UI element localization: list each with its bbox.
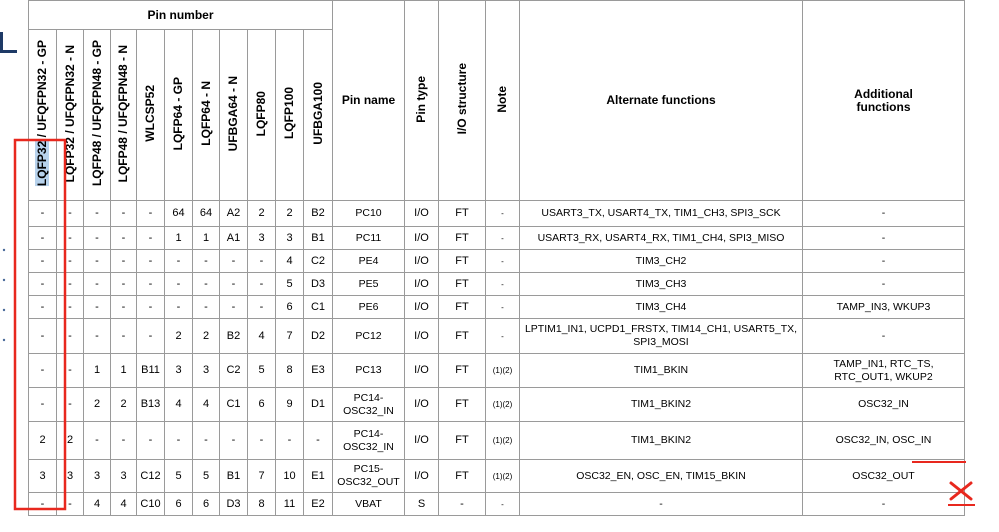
alternate-functions-cell: TIM3_CH3 (520, 273, 803, 296)
pin-number-cell: - (248, 273, 276, 296)
pin-number-cell: - (193, 250, 220, 273)
pin-type-cell: I/O (405, 460, 439, 493)
additional-functions-header: Additional functions (803, 1, 965, 201)
pin-name-cell: PC14-OSC32_IN (333, 422, 405, 460)
pin-number-cell: - (248, 422, 276, 460)
pin-number-cell: 1 (193, 227, 220, 250)
pin-type-cell: I/O (405, 422, 439, 460)
alternate-functions-cell: USART3_TX, USART4_TX, TIM1_CH3, SPI3_SCK (520, 201, 803, 227)
io-structure-cell: FT (439, 250, 486, 273)
io-structure-cell: FT (439, 296, 486, 319)
package-label-ufbga64-n: UFBGA64 - N (226, 75, 240, 152)
alternate-functions-cell: - (520, 493, 803, 516)
package-header-lqfp100 (276, 30, 304, 201)
pin-number-cell: - (111, 296, 137, 319)
package-label-wlcsp52: WLCSP52 (143, 85, 157, 142)
pin-number-cell: - (84, 296, 111, 319)
pin-number-cell: 8 (276, 354, 304, 388)
pin-number-cell: 1 (165, 227, 193, 250)
note-label: Note (495, 85, 509, 113)
pin-number-cell: - (276, 422, 304, 460)
pin-number-header: Pin number (29, 1, 333, 30)
pin-number-cell: B2 (304, 201, 333, 227)
pin-number-cell: 6 (248, 388, 276, 422)
pin-number-cell: - (248, 296, 276, 319)
pin-number-cell: 9 (276, 388, 304, 422)
io-structure-cell: FT (439, 319, 486, 354)
package-label-lqfp32: LQFP32 (35, 141, 49, 187)
additional-functions-cell: OSC32_OUT (803, 460, 965, 493)
additional-functions-cell: - (803, 493, 965, 516)
pin-number-cell: - (29, 201, 57, 227)
pin-number-cell: - (220, 273, 248, 296)
pin-number-cell: 3 (165, 354, 193, 388)
pin-number-cell: 7 (248, 460, 276, 493)
package-label-lqfp32-n: LQFP32 / UFQFPN32 - N (62, 44, 77, 183)
io-structure-cell: FT (439, 201, 486, 227)
pin-number-cell: 2 (29, 422, 57, 460)
pin-number-cell: 7 (276, 319, 304, 354)
package-header-lqfp48-n (111, 30, 137, 201)
package-label-lqfp48-gp: LQFP48 / UFQFPN48 - GP (89, 40, 104, 187)
io-structure-cell: FT (439, 227, 486, 250)
package-label-lqfp64-gp: LQFP64 - GP (171, 76, 185, 151)
note-cell: (1)(2) (486, 460, 520, 493)
pin-number-cell: - (220, 422, 248, 460)
note-cell: (1)(2) (486, 388, 520, 422)
pin-number-cell: - (137, 422, 165, 460)
pin-number-cell: 11 (276, 493, 304, 516)
pin-type-cell: I/O (405, 227, 439, 250)
pin-number-cell: - (193, 422, 220, 460)
package-header-wlcsp52 (137, 30, 165, 201)
pin-type-cell: S (405, 493, 439, 516)
package-label-lqfp80: LQFP80 (254, 90, 268, 137)
alternate-functions-cell: TIM3_CH2 (520, 250, 803, 273)
pin-number-cell: 4 (111, 493, 137, 516)
pin-number-cell: 6 (276, 296, 304, 319)
table-row (29, 250, 965, 273)
table-row (29, 422, 965, 460)
pin-number-cell: - (137, 201, 165, 227)
note-cell: - (486, 273, 520, 296)
table-row (29, 273, 965, 296)
pin-number-cell: - (165, 250, 193, 273)
alternate-functions-cell: OSC32_EN, OSC_EN, TIM15_BKIN (520, 460, 803, 493)
pin-number-cell: 6 (165, 493, 193, 516)
table-row (29, 354, 965, 388)
package-label-lqfp64-n: LQFP64 - N (198, 81, 213, 146)
pin-number-cell: - (193, 296, 220, 319)
note-cell: (1)(2) (486, 422, 520, 460)
table-row (29, 319, 965, 354)
pin-number-cell: - (111, 319, 137, 354)
pin-number-cell: D2 (304, 319, 333, 354)
pin-table (28, 0, 965, 516)
pin-type-cell: I/O (405, 388, 439, 422)
io-structure-cell: FT (439, 273, 486, 296)
pin-number-cell: 3 (276, 227, 304, 250)
pin-number-cell: - (137, 227, 165, 250)
pin-number-cell: - (137, 319, 165, 354)
package-header-lqfp64-gp (165, 30, 193, 201)
pin-number-cell: - (84, 201, 111, 227)
additional-functions-cell: OSC32_IN, OSC_IN (803, 422, 965, 460)
alternate-functions-cell: TIM1_BKIN2 (520, 388, 803, 422)
note-cell: (1)(2) (486, 354, 520, 388)
additional-functions-cell: - (803, 319, 965, 354)
table-row (29, 460, 965, 493)
package-header-lqfp80 (248, 30, 276, 201)
pin-name-cell: PE5 (333, 273, 405, 296)
package-label-lqfp100: LQFP100 (282, 87, 296, 140)
io-structure-cell: FT (439, 388, 486, 422)
pin-number-cell: 3 (193, 354, 220, 388)
pin-number-cell: - (29, 319, 57, 354)
pin-name-cell: PC15-OSC32_OUT (333, 460, 405, 493)
pin-number-cell: - (137, 250, 165, 273)
pin-number-cell: 2 (57, 422, 84, 460)
io-structure-cell: FT (439, 422, 486, 460)
pin-type-cell: I/O (405, 273, 439, 296)
pin-type-cell: I/O (405, 354, 439, 388)
pin-number-cell: C12 (137, 460, 165, 493)
pin-number-cell: 2 (276, 201, 304, 227)
additional-functions-cell: OSC32_IN (803, 388, 965, 422)
pin-number-cell: 3 (248, 227, 276, 250)
pin-number-cell: A1 (220, 227, 248, 250)
pin-name-cell: PC12 (333, 319, 405, 354)
package-header-lqfp48-gp (84, 30, 111, 201)
pin-number-cell: D3 (304, 273, 333, 296)
additional-functions-cell: - (803, 273, 965, 296)
pin-rows (29, 201, 965, 516)
pin-number-cell: B1 (220, 460, 248, 493)
pin-number-cell: 4 (248, 319, 276, 354)
pin-type-cell: I/O (405, 250, 439, 273)
pin-type-header (405, 1, 439, 201)
pin-number-cell: - (220, 296, 248, 319)
pin-number-cell: - (304, 422, 333, 460)
table-row (29, 201, 965, 227)
pin-number-cell: - (84, 319, 111, 354)
alternate-functions-cell: TIM1_BKIN (520, 354, 803, 388)
pin-number-cell: - (111, 250, 137, 273)
pin-number-cell: 6 (193, 493, 220, 516)
additional-functions-cell: - (803, 250, 965, 273)
pin-number-cell: 4 (193, 388, 220, 422)
pin-number-cell: C1 (304, 296, 333, 319)
pin-number-cell: C2 (304, 250, 333, 273)
pin-number-cell: - (111, 273, 137, 296)
note-cell: - (486, 201, 520, 227)
pin-number-cell: E1 (304, 460, 333, 493)
pin-number-cell: - (57, 493, 84, 516)
pin-name-cell: PE6 (333, 296, 405, 319)
pin-number-cell: - (29, 273, 57, 296)
alternate-functions-cell: TIM3_CH4 (520, 296, 803, 319)
pin-number-cell: 5 (248, 354, 276, 388)
alternate-functions-cell: TIM1_BKIN2 (520, 422, 803, 460)
pin-number-cell: 3 (57, 460, 84, 493)
note-cell: - (486, 493, 520, 516)
pin-number-cell: 10 (276, 460, 304, 493)
additional-functions-cell: - (803, 201, 965, 227)
alternate-functions-header: Alternate functions (520, 1, 803, 201)
pin-number-cell: - (57, 296, 84, 319)
io-structure-header (439, 1, 486, 201)
pin-number-cell: - (137, 273, 165, 296)
package-header-ufbga100 (304, 30, 333, 201)
pin-number-cell: 1 (84, 354, 111, 388)
pin-number-cell: 64 (193, 201, 220, 227)
pin-number-cell: - (57, 250, 84, 273)
pin-number-cell: D3 (220, 493, 248, 516)
pin-number-cell: 2 (165, 319, 193, 354)
pin-number-cell: B11 (137, 354, 165, 388)
io-structure-cell: FT (439, 460, 486, 493)
pin-number-cell: - (29, 296, 57, 319)
pin-number-cell: C10 (137, 493, 165, 516)
pin-name-cell: PC13 (333, 354, 405, 388)
note-cell: - (486, 296, 520, 319)
pin-number-cell: 3 (84, 460, 111, 493)
pin-number-cell: - (57, 201, 84, 227)
pin-number-cell: - (57, 388, 84, 422)
pin-number-cell: 2 (248, 201, 276, 227)
pin-number-cell: B2 (220, 319, 248, 354)
pin-name-header: Pin name (333, 1, 405, 201)
additional-functions-cell: TAMP_IN1, RTC_TS, RTC_OUT1, WKUP2 (803, 354, 965, 388)
pin-number-cell: - (29, 493, 57, 516)
pin-number-cell: - (57, 227, 84, 250)
package-label-lqfp48-n: LQFP48 / UFQFPN48 - N (116, 44, 130, 183)
pin-number-cell: C2 (220, 354, 248, 388)
pin-number-cell: 2 (111, 388, 137, 422)
pin-number-cell: 4 (84, 493, 111, 516)
pin-number-cell: - (57, 354, 84, 388)
pin-number-cell: - (29, 250, 57, 273)
package-header-lqfp32: LQFP32 / UFQFPN32 - GP (29, 30, 57, 201)
pin-number-cell: - (29, 388, 57, 422)
io-structure-cell: - (439, 493, 486, 516)
pin-number-cell: - (84, 422, 111, 460)
pin-number-cell: - (84, 250, 111, 273)
pin-number-cell: E2 (304, 493, 333, 516)
pin-number-cell: 2 (193, 319, 220, 354)
table-row (29, 296, 965, 319)
pin-number-cell: 1 (111, 354, 137, 388)
pin-number-cell: 4 (276, 250, 304, 273)
pin-number-cell: - (248, 250, 276, 273)
pin-number-cell: - (57, 319, 84, 354)
note-header (486, 1, 520, 201)
pin-number-cell: - (29, 227, 57, 250)
pin-number-cell: D1 (304, 388, 333, 422)
pin-number-cell: - (165, 296, 193, 319)
table-row (29, 388, 965, 422)
pin-number-cell: - (29, 354, 57, 388)
pin-number-cell: E3 (304, 354, 333, 388)
pin-name-cell: PE4 (333, 250, 405, 273)
pin-type-cell: I/O (405, 296, 439, 319)
pin-number-cell: 5 (165, 460, 193, 493)
pin-number-cell: - (111, 227, 137, 250)
pin-number-cell: 5 (193, 460, 220, 493)
pin-number-cell: B1 (304, 227, 333, 250)
pin-number-cell: - (165, 422, 193, 460)
package-label-ufqfpn32-gp: UFQFPN32 - GP (35, 40, 49, 132)
pin-number-cell: C1 (220, 388, 248, 422)
pin-number-cell: - (84, 227, 111, 250)
additional-functions-cell: TAMP_IN3, WKUP3 (803, 296, 965, 319)
pin-name-cell: PC10 (333, 201, 405, 227)
package-label-ufbga100: UFBGA100 (310, 82, 325, 145)
pin-name-cell: VBAT (333, 493, 405, 516)
pin-type-label: Pin type (414, 75, 428, 123)
pin-number-cell: 5 (276, 273, 304, 296)
pin-number-cell: - (137, 296, 165, 319)
pin-type-cell: I/O (405, 319, 439, 354)
additional-functions-cell: - (803, 227, 965, 250)
note-cell: - (486, 250, 520, 273)
pin-name-cell: PC11 (333, 227, 405, 250)
pin-number-cell: - (165, 273, 193, 296)
alternate-functions-cell: LPTIM1_IN1, UCPD1_FRSTX, TIM14_CH1, USART5_TX, SPI3_MOSI (520, 319, 803, 354)
io-structure-cell: FT (439, 354, 486, 388)
pin-number-cell: 3 (29, 460, 57, 493)
pin-number-cell: 2 (84, 388, 111, 422)
pin-number-cell: B13 (137, 388, 165, 422)
pin-name-cell: PC14-OSC32_IN (333, 388, 405, 422)
pin-number-cell: - (111, 201, 137, 227)
page-edge-dots (2, 240, 6, 360)
pin-number-cell: 8 (248, 493, 276, 516)
note-cell: - (486, 319, 520, 354)
package-header-lqfp64-n (193, 30, 220, 201)
pin-number-cell: 64 (165, 201, 193, 227)
pin-number-cell: - (84, 273, 111, 296)
table-row (29, 493, 965, 516)
package-header-ufbga64-n (220, 30, 248, 201)
pin-number-cell: 4 (165, 388, 193, 422)
pin-number-cell: - (57, 273, 84, 296)
alternate-functions-cell: USART3_RX, USART4_RX, TIM1_CH4, SPI3_MISO (520, 227, 803, 250)
package-header-lqfp32-n (57, 30, 84, 201)
pin-number-cell: - (220, 250, 248, 273)
page-edge-mark (0, 32, 17, 53)
pin-number-cell: - (193, 273, 220, 296)
table-row (29, 227, 965, 250)
note-cell: - (486, 227, 520, 250)
pin-number-cell: A2 (220, 201, 248, 227)
io-structure-label: I/O structure (454, 63, 469, 135)
pin-number-cell: 3 (111, 460, 137, 493)
pin-number-cell: - (111, 422, 137, 460)
pin-type-cell: I/O (405, 201, 439, 227)
